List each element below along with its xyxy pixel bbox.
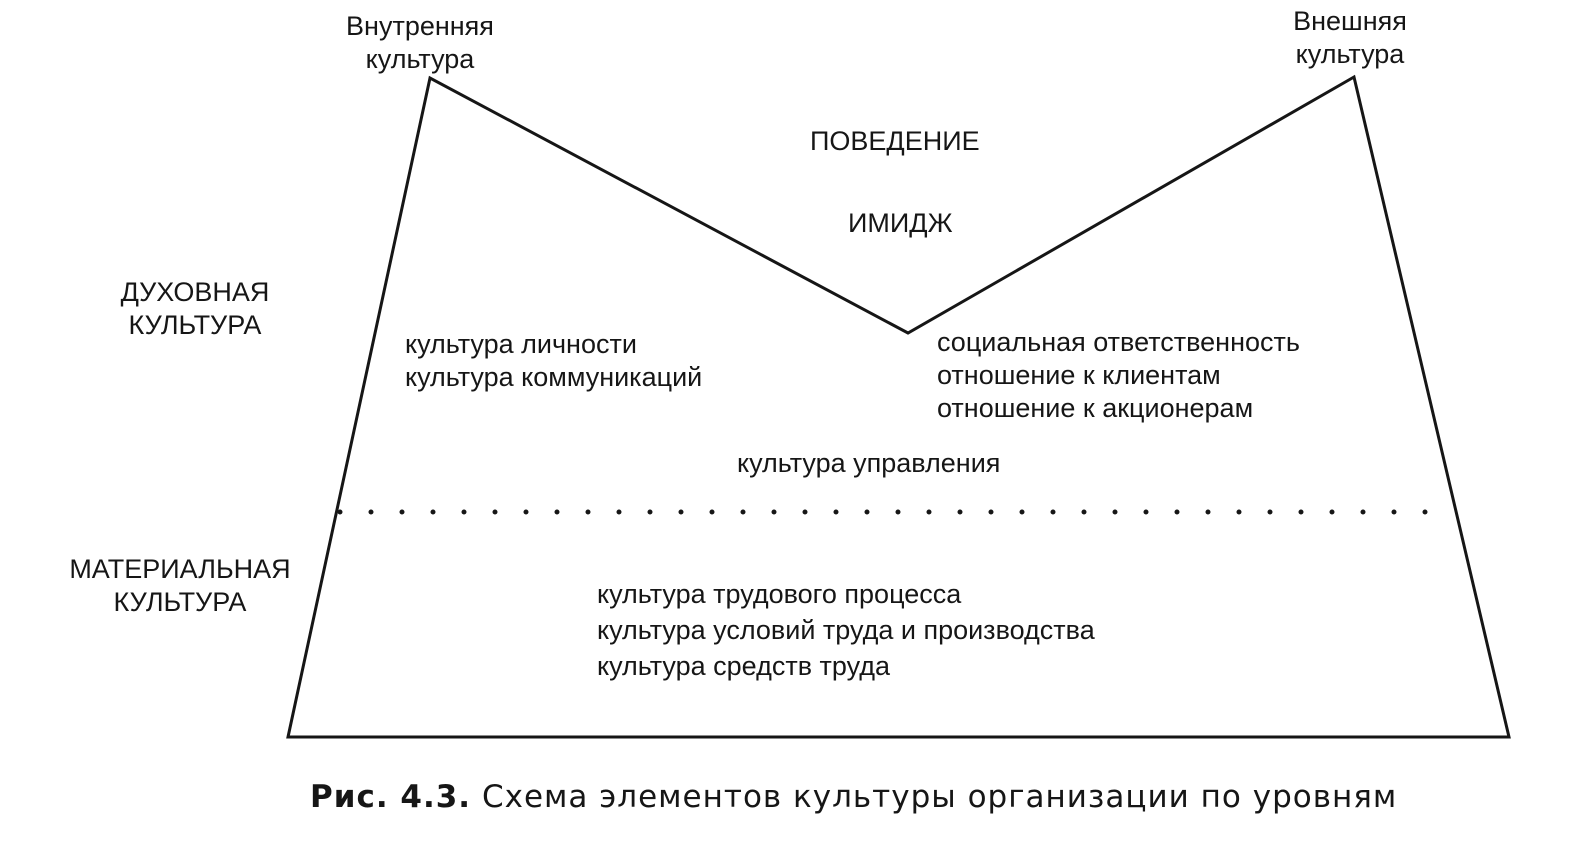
list-item: социальная ответственность (937, 327, 1300, 357)
outer-culture-label-line: Внешняя (1293, 6, 1407, 36)
spiritual-culture-label (90, 276, 300, 342)
spiritual-culture-label-line: ДУХОВНАЯ (120, 277, 270, 307)
inner-culture-label-line: Внутренняя (346, 11, 494, 41)
figure-caption-text: Схема элементов культуры организации по уровням (481, 779, 1398, 815)
management-culture-label: культура управления (737, 448, 1001, 478)
material-items-list (597, 576, 1095, 684)
list-item: культура личности (405, 329, 637, 359)
inner-culture-label-line: культура (365, 44, 475, 74)
spiritual-culture-label-line: КУЛЬТУРА (128, 310, 262, 340)
image-label: ИМИДЖ (848, 208, 953, 238)
outer-culture-label (1260, 5, 1440, 71)
material-culture-label-line: КУЛЬТУРА (113, 587, 247, 617)
list-item: культура средств труда (597, 651, 890, 681)
list-item: культура условий труда и производства (597, 615, 1095, 645)
material-culture-label-line: МАТЕРИАЛЬНАЯ (69, 554, 291, 584)
behavior-label: ПОВЕДЕНИЕ (810, 126, 980, 156)
list-item: отношение к клиентам (937, 360, 1221, 390)
outer-items-list (937, 326, 1300, 425)
list-item: культура трудового процесса (597, 579, 962, 609)
inner-culture-label (320, 10, 520, 76)
figure-caption (310, 775, 1398, 819)
list-item: культура коммуникаций (405, 362, 703, 392)
inner-items-list (405, 328, 702, 394)
outer-culture-label-line: культура (1295, 39, 1405, 69)
material-culture-label (40, 553, 320, 619)
list-item: отношение к акционерам (937, 393, 1254, 423)
figure-number: Рис. 4.3. (310, 779, 472, 815)
